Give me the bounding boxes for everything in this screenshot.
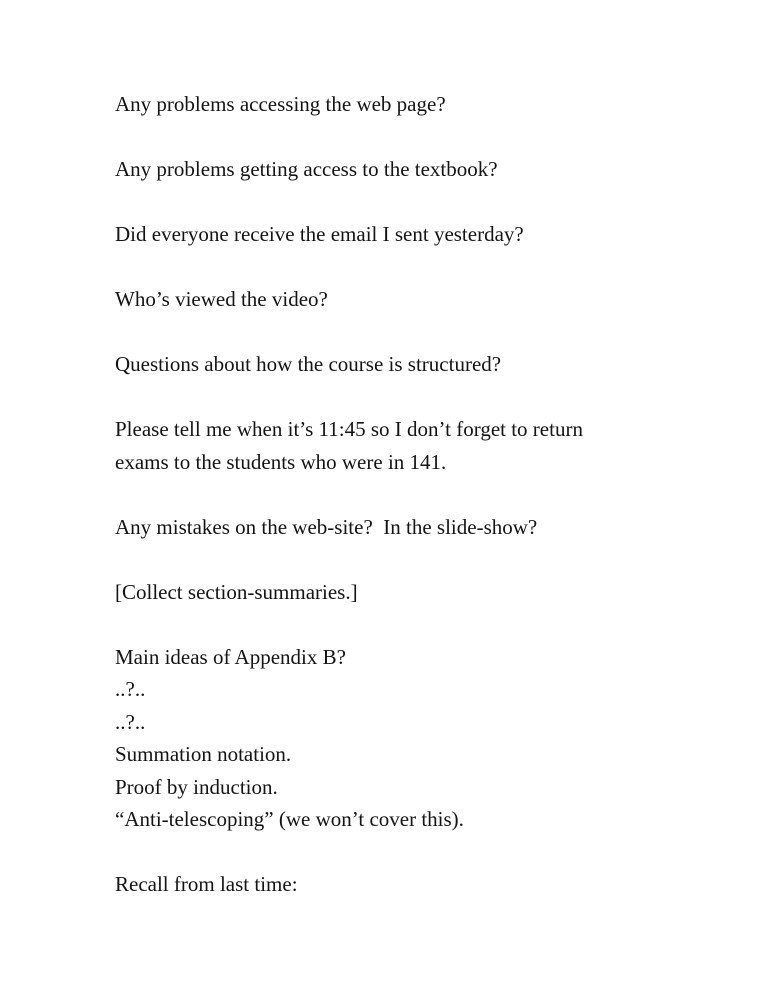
paragraph: [115, 413, 708, 478]
text-line: Main ideas of Appendix B?: [115, 644, 346, 669]
text-line: Questions about how the course is structured?: [115, 352, 502, 376]
text-line: Please tell me when it’s 11:45 so I don’t forget to return: [115, 417, 583, 441]
paragraph: [115, 88, 708, 121]
text-line: exams to the students who were in 141.: [115, 449, 447, 474]
paragraph: [115, 348, 708, 381]
text-line: Recall from last time:: [115, 872, 298, 896]
text-line: ..?..: [115, 677, 146, 701]
paragraph: [115, 576, 708, 609]
paragraph: [115, 218, 708, 251]
text-line: Any mistakes on the web-site? In the slide-show?: [115, 514, 538, 539]
text-line: Summation notation.: [115, 742, 292, 766]
text-line: Did everyone receive the email I sent yesterday?: [115, 222, 524, 246]
text-line: Proof by induction.: [115, 774, 278, 799]
paragraph: [115, 283, 708, 316]
text-line: Who’s viewed the video?: [115, 287, 328, 311]
paragraph: [115, 868, 708, 901]
text-line: “Anti-telescoping” (we won’t cover this).: [115, 807, 464, 831]
paragraph: [115, 511, 708, 544]
paragraph: [115, 153, 708, 186]
text-line: [Collect section-summaries.]: [115, 579, 358, 604]
text-line: ..?..: [115, 709, 146, 734]
text-line: Any problems getting access to the textbook?: [115, 157, 498, 181]
paragraph: [115, 641, 708, 836]
text-line: Any problems accessing the web page?: [115, 92, 446, 116]
